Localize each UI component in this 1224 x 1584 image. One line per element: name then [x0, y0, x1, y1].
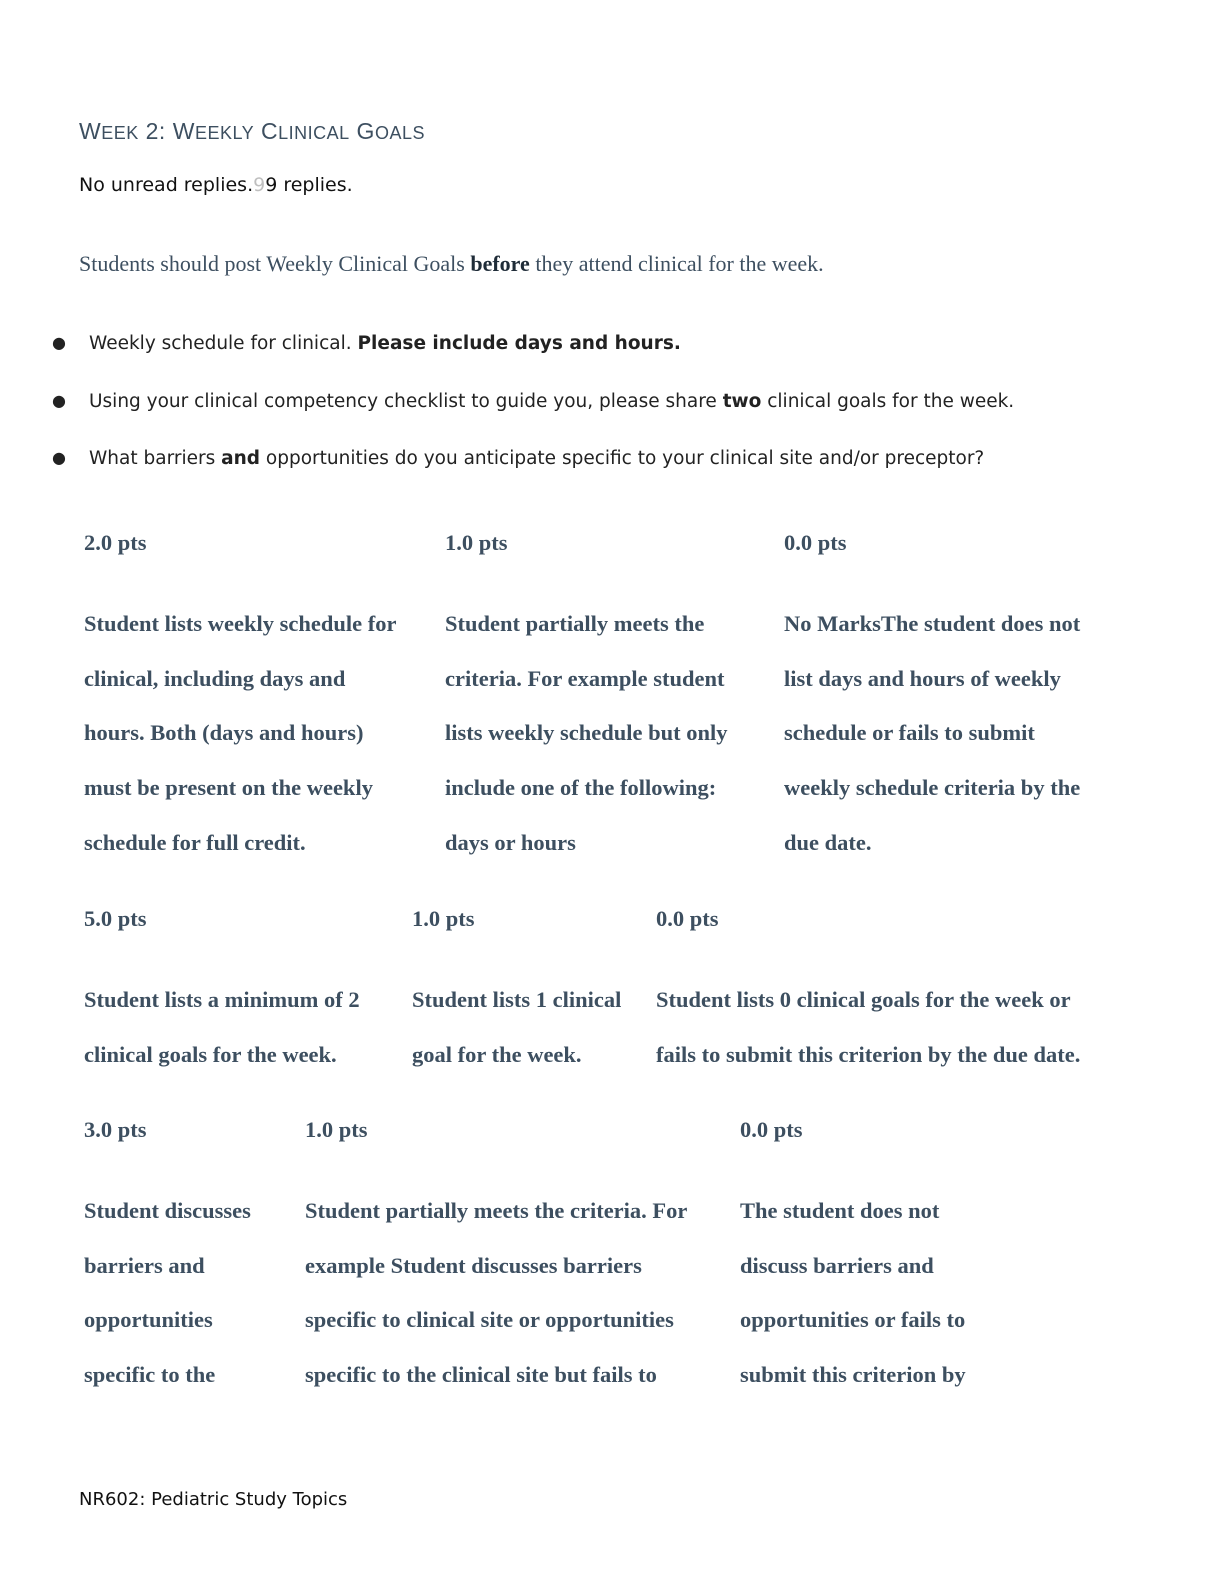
replies-status [79, 174, 353, 196]
reply-count: 9 replies. [265, 174, 353, 196]
criterion-description: Student partially meets the criteria. For example Student discusses barriers specific to clinical site or opportunities specific to the clinical site but fails to [305, 1198, 688, 1388]
criterion-description: Student partially meets the criteria. For example student lists weekly schedule but only include one of the following: days or hours [445, 611, 728, 855]
points-label: 1.0 pts [305, 1117, 368, 1142]
points-label: 5.0 pts [84, 906, 147, 931]
points-label: 2.0 pts [84, 530, 147, 555]
points-label: 3.0 pts [84, 1117, 147, 1142]
criterion-description: Student lists 1 clinical goal for the week. [412, 987, 622, 1067]
bullet-icon: ● [52, 391, 66, 410]
points-label: 1.0 pts [445, 530, 508, 555]
criterion-description: Student discusses barriers and opportunities specific to the [84, 1198, 251, 1388]
page-title: WEEK 2: WEEKLY CLINICAL GOALS [79, 118, 425, 144]
criterion-description: Student lists weekly schedule for clinical, including days and hours. Both (days and hours) must be present on the weekly schedule for full credit. [84, 611, 397, 855]
points-label: 0.0 pts [740, 1117, 803, 1142]
criterion-description: Student lists 0 clinical goals for the week or fails to submit this criterion by the due date. [656, 987, 1081, 1067]
faint-digit: 9 [253, 174, 266, 196]
criterion-description: Student lists a minimum of 2 clinical goals for the week. [84, 987, 360, 1067]
points-label: 1.0 pts [412, 906, 475, 931]
intro-paragraph: Students should post Weekly Clinical Goals before they attend clinical for the week. [79, 251, 824, 276]
unread-replies-text: No unread replies. [79, 174, 254, 196]
criterion-description: No MarksThe student does not list days and hours of weekly schedule or fails to submit weekly schedule criteria by the due date. [784, 611, 1081, 855]
criterion-description: The student does not discuss barriers and opportunities or fails to submit this criterion by [740, 1198, 966, 1388]
page-footer: NR602: Pediatric Study Topics [79, 1489, 348, 1510]
points-label: 0.0 pts [656, 906, 719, 931]
bullet-icon: ● [52, 448, 66, 467]
bullet-icon: ● [52, 333, 66, 352]
points-label: 0.0 pts [784, 530, 847, 555]
